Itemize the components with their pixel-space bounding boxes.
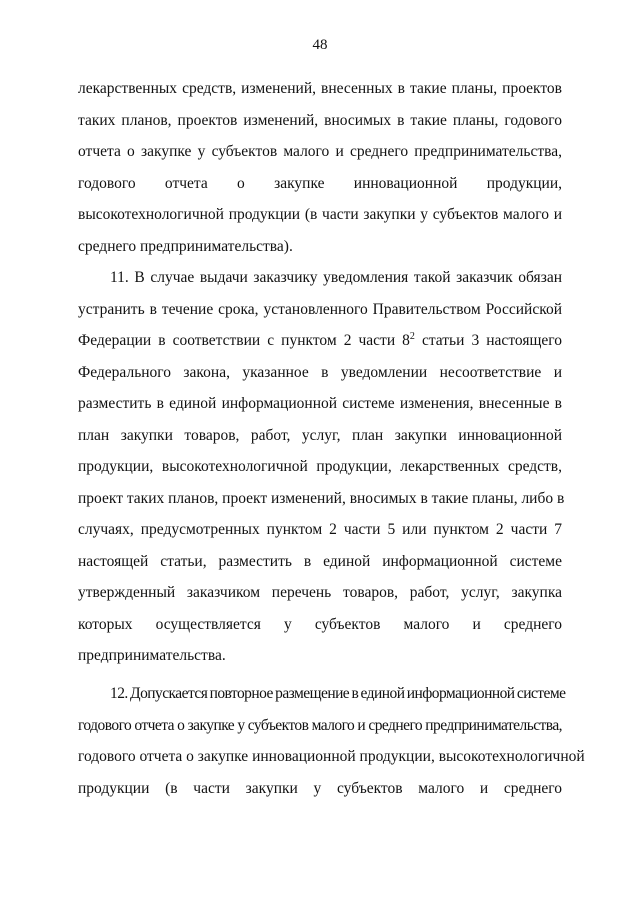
text-line: высокотехнологичной продукции (в части закупки у субъектов малого и [78, 206, 562, 223]
text-line: настоящей статьи, разместить в единой информационной системе [78, 552, 562, 570]
text-line: разместить в единой информационной системе изменения, внесенные в [78, 395, 562, 412]
paragraph-item-11 [78, 262, 565, 672]
text-line: 12. Допускается повторное размещение в единой информационной системе [110, 685, 566, 702]
text-line: проект таких планов, проект изменений, вносимых в такие планы, либо в [78, 489, 565, 507]
text-line: таких планов, проектов изменений, вносимых в такие планы, годового [78, 111, 562, 129]
text-line: годового отчета о закупке у субъектов малого и среднего предпринимательства, [78, 716, 562, 734]
text-line: предпринимательства. [78, 647, 226, 664]
text-line: которых осуществляется у субъектов малого и среднего [78, 615, 562, 633]
text-line: продукции (в части закупки у субъектов малого и среднего [78, 779, 562, 797]
text-line: отчета о закупке у субъектов малого и среднего предпринимательства, [78, 143, 562, 160]
text-line: утвержденный заказчиком перечень товаров, работ, услуг, закупка [78, 584, 562, 601]
superscript: 2 [409, 331, 415, 342]
text-line: случаях, предусмотренных пунктом 2 части 5 или пунктом 2 части 7 [78, 521, 562, 538]
text-line: среднего предпринимательства). [78, 237, 293, 255]
text-fragment: статьи 3 настоящего [414, 332, 563, 349]
text-line: лекарственных средств, изменений, внесенных в такие планы, проектов [78, 80, 562, 97]
text-line: 11. В случае выдачи заказчику уведомления такой заказчик обязан [110, 269, 562, 286]
paragraph-item-12 [78, 678, 585, 804]
text-line: план закупки товаров, работ, услуг, план закупки инновационной [78, 426, 562, 444]
text-line: устранить в течение срока, установленного Правительством Российской [78, 300, 562, 318]
text-line: годового отчета о закупке инновационной продукции, высокотехнологичной [78, 748, 585, 765]
text-line-with-superscript [78, 325, 562, 357]
paragraph-continuation [78, 73, 562, 262]
text-line: годового отчета о закупке инновационной продукции, [78, 174, 562, 192]
page-number: 48 [312, 37, 328, 53]
text-line: Федерального закона, указанное в уведомлении несоответствие и [78, 363, 562, 381]
text-line: продукции, высокотехнологичной продукции, лекарственных средств, [78, 458, 562, 475]
text-fragment: Федерации в соответствии с пунктом 2 части 8 [78, 332, 410, 349]
